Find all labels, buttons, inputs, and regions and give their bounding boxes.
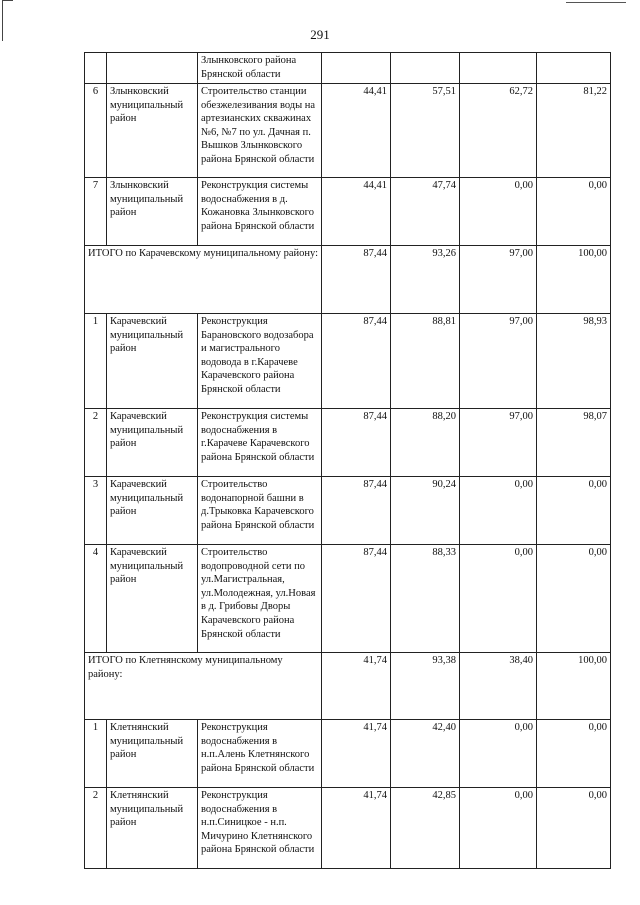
project-cell: Строительство водопроводной сети по ул.Магистральная, ул.Молодежная, ул.Новая в д. Грибовы Дворы Карачевского района Брянской области xyxy=(198,545,322,653)
table-row xyxy=(85,53,611,84)
value-2-cell: 42,85 xyxy=(391,788,460,869)
value-1-cell: 41,74 xyxy=(322,788,391,869)
value-1-cell: 44,41 xyxy=(322,84,391,178)
district-cell: Злынковский муниципальный район xyxy=(107,178,198,246)
value-1-cell: 87,44 xyxy=(322,246,391,314)
value-2-cell: 42,40 xyxy=(391,720,460,788)
value-2-cell: 88,33 xyxy=(391,545,460,653)
value-1-cell: 87,44 xyxy=(322,545,391,653)
value-4-cell: 100,00 xyxy=(537,653,611,720)
district-cell xyxy=(107,53,198,84)
table-row xyxy=(85,545,611,653)
table-row xyxy=(85,788,611,869)
row-number-cell: 1 xyxy=(85,314,107,409)
total-row xyxy=(85,246,611,314)
value-2-cell: 93,26 xyxy=(391,246,460,314)
table-row xyxy=(85,84,611,178)
value-2-cell xyxy=(391,53,460,84)
district-cell: Карачевский муниципальный район xyxy=(107,545,198,653)
value-3-cell xyxy=(460,53,537,84)
project-cell: Строительство станции обезжелезивания воды на артезианских скважинах №6, №7 по ул. Дачная п. Вышков Злынковского района Брянской области xyxy=(198,84,322,178)
row-number-cell: 4 xyxy=(85,545,107,653)
table-row xyxy=(85,409,611,477)
value-3-cell: 38,40 xyxy=(460,653,537,720)
value-2-cell: 47,74 xyxy=(391,178,460,246)
data-table xyxy=(84,52,611,869)
page-number: 291 xyxy=(310,27,330,42)
row-number-cell: 2 xyxy=(85,409,107,477)
row-number-cell: 3 xyxy=(85,477,107,545)
value-4-cell: 0,00 xyxy=(537,178,611,246)
value-4-cell: 81,22 xyxy=(537,84,611,178)
value-1-cell: 87,44 xyxy=(322,314,391,409)
value-3-cell: 0,00 xyxy=(460,477,537,545)
district-cell: Клетнянский муниципальный район xyxy=(107,788,198,869)
project-cell: Реконструкция системы водоснабжения в г.Карачеве Карачевского района Брянской области xyxy=(198,409,322,477)
row-number-cell: 6 xyxy=(85,84,107,178)
value-1-cell xyxy=(322,53,391,84)
value-1-cell: 44,41 xyxy=(322,178,391,246)
project-cell: Реконструкция Барановского водозабора и магистрального водовода в г.Карачеве Карачевского района Брянской области xyxy=(198,314,322,409)
corner-mark xyxy=(566,2,626,3)
value-4-cell: 0,00 xyxy=(537,720,611,788)
row-number-cell: 2 xyxy=(85,788,107,869)
value-3-cell: 0,00 xyxy=(460,720,537,788)
value-3-cell: 0,00 xyxy=(460,178,537,246)
project-cell: Реконструкция водоснабжения в н.п.Алень Клетнянского района Брянской области xyxy=(198,720,322,788)
value-3-cell: 62,72 xyxy=(460,84,537,178)
value-3-cell: 0,00 xyxy=(460,788,537,869)
district-cell: Карачевский муниципальный район xyxy=(107,409,198,477)
value-1-cell: 87,44 xyxy=(322,409,391,477)
row-number-cell: 1 xyxy=(85,720,107,788)
project-cell: Реконструкция системы водоснабжения в д. Кожановка Злынковского района Брянской области xyxy=(198,178,322,246)
value-3-cell: 97,00 xyxy=(460,314,537,409)
project-cell: Реконструкция водоснабжения в н.п.Синицкое - н.п. Мичурино Клетнянского района Брянской области xyxy=(198,788,322,869)
district-cell: Карачевский муниципальный район xyxy=(107,314,198,409)
value-3-cell: 0,00 xyxy=(460,545,537,653)
value-2-cell: 88,81 xyxy=(391,314,460,409)
value-2-cell: 90,24 xyxy=(391,477,460,545)
table-row xyxy=(85,477,611,545)
value-2-cell: 93,38 xyxy=(391,653,460,720)
project-cell: Строительство водонапорной башни в д.Трыковка Карачевского района Брянской области xyxy=(198,477,322,545)
table-row xyxy=(85,178,611,246)
project-cell: Злынковского района Брянской области xyxy=(198,53,322,84)
value-4-cell: 98,93 xyxy=(537,314,611,409)
district-cell: Злынковский муниципальный район xyxy=(107,84,198,178)
value-4-cell: 100,00 xyxy=(537,246,611,314)
value-4-cell: 0,00 xyxy=(537,477,611,545)
value-2-cell: 88,20 xyxy=(391,409,460,477)
total-row xyxy=(85,653,611,720)
value-1-cell: 41,74 xyxy=(322,720,391,788)
value-3-cell: 97,00 xyxy=(460,409,537,477)
row-number-cell xyxy=(85,53,107,84)
value-4-cell xyxy=(537,53,611,84)
value-4-cell: 0,00 xyxy=(537,788,611,869)
value-1-cell: 41,74 xyxy=(322,653,391,720)
district-cell: Карачевский муниципальный район xyxy=(107,477,198,545)
value-4-cell: 98,07 xyxy=(537,409,611,477)
row-number-cell: 7 xyxy=(85,178,107,246)
table-row xyxy=(85,314,611,409)
total-label: ИТОГО по Карачевскому муниципальному району: xyxy=(85,246,322,314)
district-cell: Клетнянский муниципальный район xyxy=(107,720,198,788)
total-label: ИТОГО по Клетнянскому муниципальному району: xyxy=(85,653,322,720)
value-1-cell: 87,44 xyxy=(322,477,391,545)
table-row xyxy=(85,720,611,788)
value-4-cell: 0,00 xyxy=(537,545,611,653)
value-2-cell: 57,51 xyxy=(391,84,460,178)
value-3-cell: 97,00 xyxy=(460,246,537,314)
